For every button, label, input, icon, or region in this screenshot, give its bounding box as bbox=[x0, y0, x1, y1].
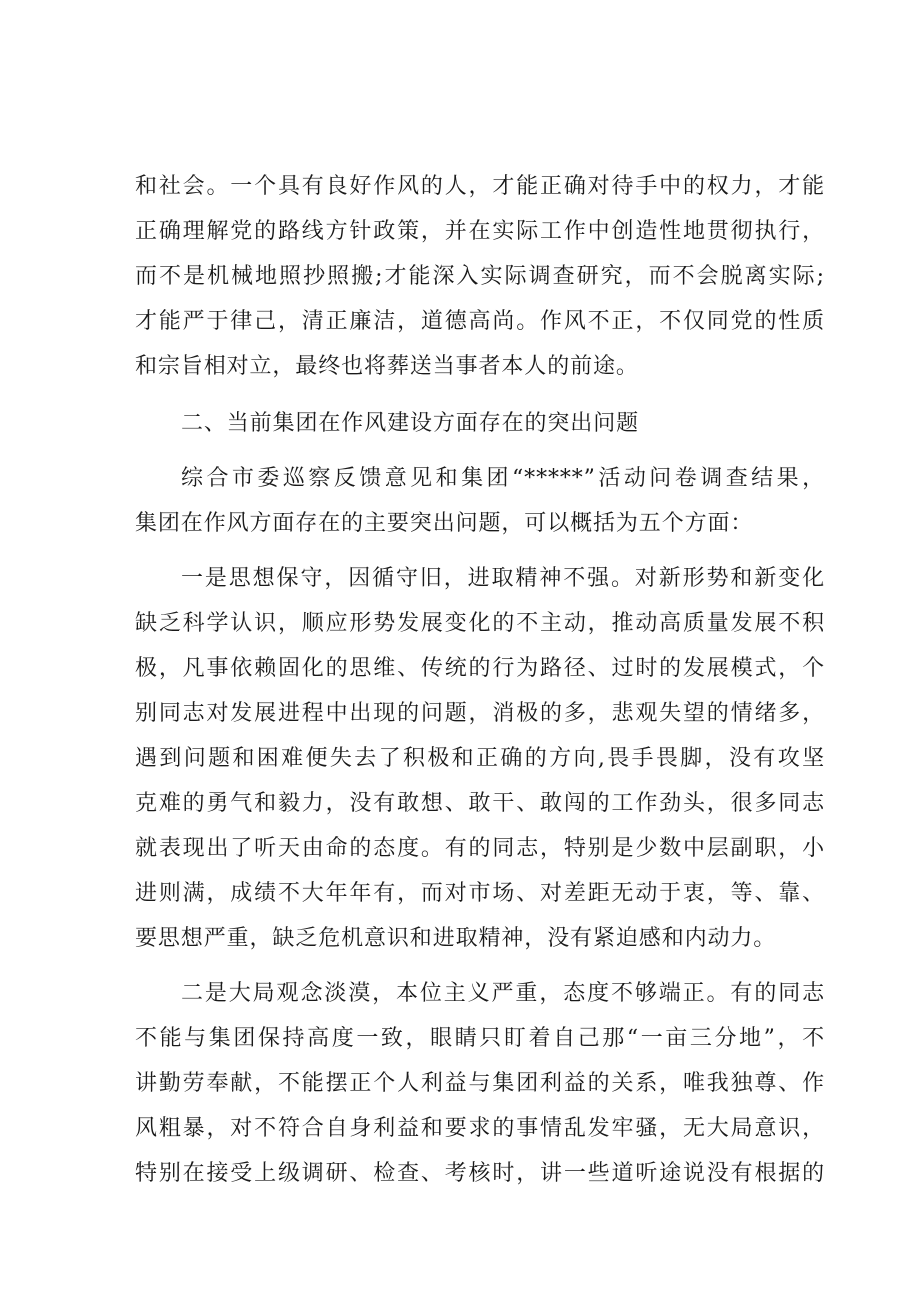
text-line: 讲勤劳奉献，不能摆正个人利益与集团利益的关系，唯我独尊、作 bbox=[135, 1071, 825, 1096]
paragraph-continued bbox=[135, 164, 825, 389]
text-line: 要思想严重，缺乏危机意识和进取精神，没有紧迫感和内动力。 bbox=[135, 926, 777, 951]
text-line: 进则满，成绩不大年年有，而对市场、对差距无动于衷，等、靠、 bbox=[135, 881, 825, 906]
text-line: 和宗旨相对立，最终也将葬送当事者本人的前途。 bbox=[135, 354, 639, 379]
text-line: 一是思想保守，因循守旧，进取精神不强。对新形势和新变化 bbox=[181, 566, 825, 591]
text-line: 特别在接受上级调研、检查、考核时，讲一些道听途说没有根据的 bbox=[135, 1161, 825, 1186]
text-line: 克难的勇气和毅力，没有敢想、敢干、敢闯的工作劲头，很多同志 bbox=[135, 791, 825, 816]
point-one-paragraph bbox=[135, 556, 825, 961]
text-line: 集团在作风方面存在的主要突出问题，可以概括为五个方面： bbox=[135, 511, 754, 536]
text-line: 和社会。一个具有良好作风的人，才能正确对待手中的权力，才能 bbox=[135, 174, 825, 199]
document-body bbox=[135, 164, 825, 1196]
text-line: 而不是机械地照抄照搬;才能深入实际调查研究，而不会脱离实际; bbox=[135, 264, 825, 289]
text-line: 不能与集团保持高度一致，眼睛只盯着自己那“一亩三分地”，不 bbox=[135, 1026, 825, 1051]
text-line: 正确理解党的路线方针政策，并在实际工作中创造性地贯彻执行， bbox=[135, 219, 825, 244]
text-line: 才能严于律己，清正廉洁，道德高尚。作风不正，不仅同党的性质 bbox=[135, 309, 825, 334]
section-heading-block bbox=[135, 401, 825, 446]
text-line: 极，凡事依赖固化的思维、传统的行为路径、过时的发展模式，个 bbox=[135, 656, 825, 681]
text-line: 就表现出了听天由命的态度。有的同志，特别是少数中层副职，小 bbox=[135, 836, 825, 861]
text-line: 缺乏科学认识，顺应形势发展变化的不主动，推动高质量发展不积 bbox=[135, 611, 825, 636]
intro-paragraph bbox=[135, 456, 825, 546]
point-two-paragraph bbox=[135, 971, 825, 1196]
section-heading: 二、当前集团在作风建设方面存在的突出问题 bbox=[181, 411, 640, 436]
text-line: 遇到问题和困难便失去了积极和正确的方向,畏手畏脚，没有攻坚 bbox=[135, 746, 825, 771]
text-line: 别同志对发展进程中出现的问题，消极的多，悲观失望的情绪多， bbox=[135, 701, 825, 726]
text-line: 综合市委巡察反馈意见和集团“*****”活动问卷调查结果， bbox=[181, 466, 825, 491]
text-line: 风粗暴，对不符合自身利益和要求的事情乱发牢骚，无大局意识， bbox=[135, 1116, 825, 1141]
text-line: 二是大局观念淡漠，本位主义严重，态度不够端正。有的同志 bbox=[181, 981, 825, 1006]
